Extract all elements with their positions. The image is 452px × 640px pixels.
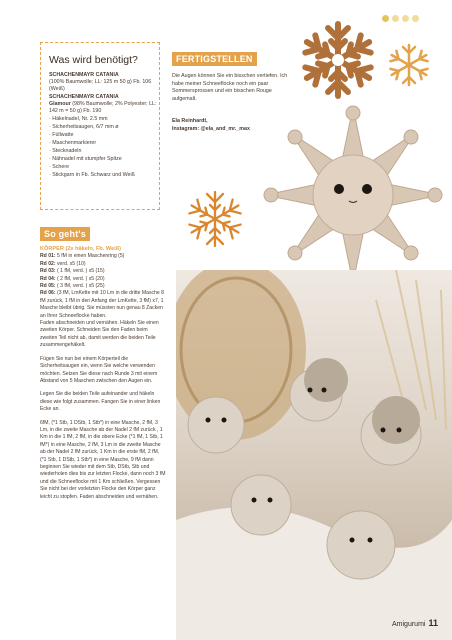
round-line	[40, 290, 166, 320]
instructions	[40, 246, 166, 501]
page-dot	[402, 15, 409, 22]
eye-icon	[334, 184, 344, 194]
yarn2-name: SCHACHENMAYR CATANIA	[49, 93, 119, 100]
yarn1-desc: (100% Baumwolle; LL: 125 m 50 g) Fb. 106 (Weiß)	[49, 79, 152, 93]
round-text: verd. x5 (10)	[55, 260, 86, 267]
round-label: Rd 01:	[40, 253, 56, 260]
snowflake-orange-icon	[184, 188, 246, 250]
materials-item: · Maschenmarkierer	[49, 139, 159, 147]
materials-item: · Häkelnadel, Nr. 2.5 mm	[49, 115, 159, 123]
instruction-paragraph: Faden abschneiden und vernähen. Häkeln Sie einen zweiten Körper. Schneiden Sie den Faden beim zweiten Teil nicht ab, damit werden die beiden Teile zusammengehäkelt.	[40, 320, 159, 349]
page-indicator	[382, 15, 419, 22]
snowflake-yellow-icon	[386, 42, 432, 88]
yarn2-label: Glamour	[49, 100, 71, 107]
round-text: ( 1 fM, verd. ) x5 (15)	[55, 268, 105, 275]
yarn1-name: SCHACHENMAYR CATANIA	[49, 72, 119, 78]
photo-illustration	[176, 270, 452, 640]
product-photo	[176, 270, 452, 640]
round-label: Rd 04:	[40, 275, 56, 282]
author-name: Ela Reinhardt,	[172, 118, 208, 124]
crochet-snowflake-image	[258, 100, 448, 290]
round-label: Rd 05:	[40, 283, 56, 290]
round-line	[40, 261, 166, 268]
snowflake-brown-icon	[296, 18, 380, 102]
round-text: (3 fM, LmKette mit 10 Lm in die dritte Masche 8 fM zurück, 1 fM in den Anfang der LmKette, 3 fM) x7, 1 Masche bleibt übrig. Sie müssten nun genau 8 Zacken an Ihrer Schneeflocke haben.	[40, 290, 165, 319]
page-number: 11	[428, 618, 438, 628]
page-footer	[392, 618, 438, 628]
round-text: 5 fM in einen Maschenring (5)	[55, 253, 125, 260]
instructions-subheader: KÖRPER (2x häkeln, Fb. Weiß)	[40, 246, 122, 252]
round-line	[40, 253, 166, 260]
instruction-paragraph: 6fM, (*1 Stb, 1 DStb, 1 Stb*) in eine Masche, 2 fM, 3 Lm, in die zweite Masche ab der Nadel 2 fM zurück , 1 Km in die 1 fM, 2 fM, in die obere Ecke (*1 fM, 1 Stb, 1 fM*) in eine Masche, 2 fM, 3 Lm in die zweite Masche ab der Nadel 2 fM zurück, 1 Km in die erste fM, 2 fM, (*1 Stb, 1 DStb, 1 Stb*) in eine Masche, 9 fM dann beginnen Sie wieder mit dem Stb, DStb, Stb und wiederholen dies bis zur letzten Flocke, dann noch 3 fM und die Schneeflocke mit 1 Km schließen. Vergessen Sie nicht bei der vorletzten Flocke den Körper ganz leicht zu stopfen. Faden abschneiden und vernähen.	[40, 419, 166, 500]
round-line	[40, 283, 166, 290]
sogehts-header: So geht's	[40, 227, 90, 241]
round-text: ( 2 fM, verd. ) x5 (20)	[55, 275, 105, 282]
instruction-paragraph: Legen Sie die beiden Teile aufeinander und häkeln diese wie folgt zusammen. Fangen Sie in einer linken Ecke an.	[40, 391, 161, 413]
materials-item: · Nähnadel mit stumpfer Spitze	[49, 155, 159, 163]
magazine-name: Amigurumi	[392, 621, 426, 628]
page-dot	[382, 15, 389, 22]
page-dot	[392, 15, 399, 22]
materials-box	[40, 42, 160, 210]
page-dot	[412, 15, 419, 22]
yarn2-desc: (98% Baumwolle; 2% Polyester; LL: 142 m = 50 g) Fb. 190	[49, 100, 157, 115]
round-label: Rd 03:	[40, 268, 56, 275]
author-instagram: Instagram: @ela_and_mr._max	[172, 125, 250, 132]
round-line	[40, 276, 166, 283]
fertigstellen-header: FERTIGSTELLEN	[172, 52, 257, 66]
materials-item: · Füllwatte	[49, 131, 159, 139]
materials-item: · Schere	[49, 163, 159, 171]
materials-item: · Stickgarn in Fb. Schwarz und Weiß	[49, 171, 159, 179]
round-label: Rd 02:	[40, 260, 56, 267]
materials-item: · Sicherheitsaugen, 6/7 mm ø	[49, 123, 159, 131]
fertigstellen-text: Die Augen können Sie ein bisschen vertiefen. Ich habe meiner Schneeflocke noch ein paar Sommersprossen und ein bisschen Rouge aufgemalt.	[172, 73, 288, 102]
materials-item: · Stecknadeln	[49, 147, 159, 155]
round-label: Rd 06:	[40, 290, 56, 297]
round-line	[40, 268, 166, 275]
round-text: ( 3 fM, verd. ) x5 (25)	[55, 283, 105, 290]
eye-icon	[362, 184, 372, 194]
materials-list	[49, 115, 159, 179]
materials-title: Was wird benötigt?	[49, 54, 138, 66]
instruction-paragraph: Fügen Sie nun bei einem Körperteil die Sicherheitsaugen ein, wenn Sie welche verwenden möchten. Setzen Sie diese nach Runde 3 mit einem Abstand von 5 Maschen zwischen den Augen ein.	[40, 355, 158, 384]
yarn2-desc-line	[49, 101, 159, 115]
